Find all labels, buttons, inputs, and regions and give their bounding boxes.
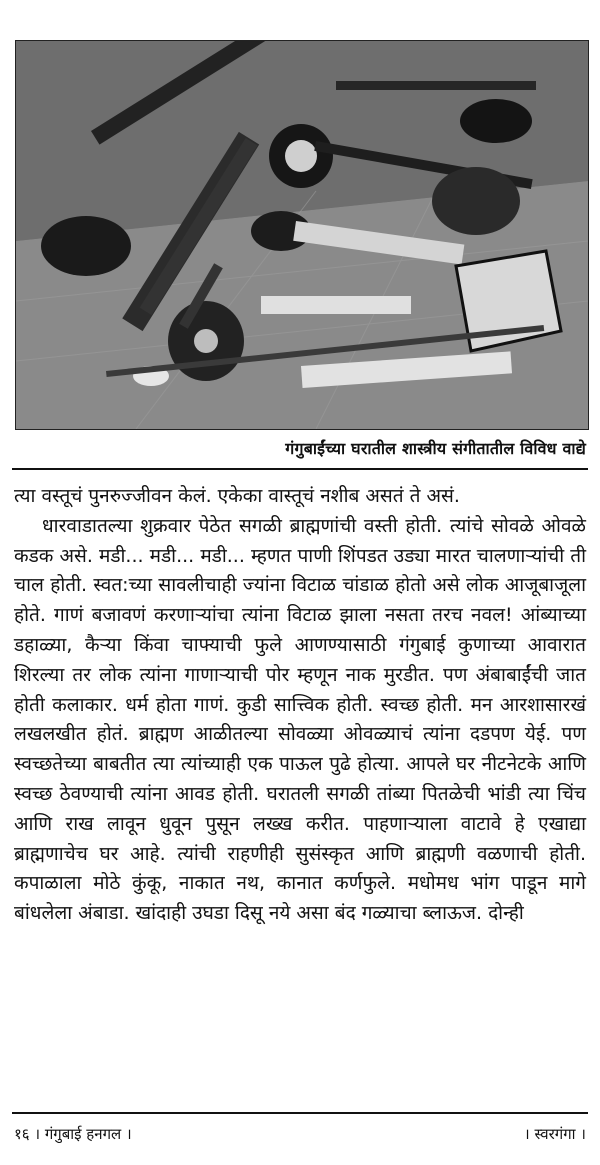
article-body — [14, 482, 586, 929]
paragraph-2: धारवाडातल्या शुक्रवार पेठेत सगळी ब्राह्मणांची वस्ती होती. त्यांचे सोवळे ओवळे कडक असे. मडी... मडी... मडी... म्हणत पाणी शिंपडत उड्या मारत चालणाऱ्यांची ती चाल होती. स्वत:च्या सावलीचाही ज्यांना विटाळ चांडाळ होतो असे लोक आजूबाजूला होते. गाणं बजावणं करणाऱ्यांचा त्यांना विटाळ झाला नसता तरच नवल! आंब्याच्या डहाळ्या, कैऱ्या किंवा चाफ्याची फुले आणण्यासाठी गंगुबाई कुणाच्या आवारात शिरल्या तर लोक त्यांना गाणाऱ्याची पोर म्हणून नाक मुरडीत. पण अंबाबाईंची जात होती कलाकार. धर्म होता गाणं. कुडी सात्त्विक होती. स्वच्छ होती. मन आरशासारखं लखलखीत होतं. ब्राह्मण आळीतल्या सोवळ्या ओवळ्याचं त्यांना दडपण येई. पण स्वच्छतेच्या बाबतीत त्या त्यांच्याही एक पाऊल पुढे होत्या. आपले घर नीटनेटके आणि स्वच्छ ठेवण्याची त्यांना आवड होती. घरातली सगळी तांब्या पितळेची भांडी त्या चिंच आणि राख लावून धुवून पुसून लख्ख करीत. पाहणाऱ्याला वाटावे हे एखाद्या ब्राह्मणाचेच घर आहे. त्यांची राहणीही सुसंस्कृत आणि ब्राह्मणी वळणाची होती. कपाळाला मोठे कुंकू, नाकात नथ, कानात कर्णफुले. मधोमध भांग पाडून मागे बांधलेला अंबाडा. खांदाही उघडा दिसू नये असा बंद गळ्याचा ब्लाऊज. दोन्ही — [14, 514, 586, 925]
footer-left: १६ । गंगुबाई हनगल । — [14, 1125, 132, 1143]
photo-caption: गंगुबाईंच्या घरातील शास्त्रीय संगीतातील विविध वाद्ये — [285, 439, 586, 458]
caption-divider — [12, 468, 588, 470]
page-footer — [14, 1124, 586, 1144]
instruments-photo — [15, 40, 589, 430]
footer-divider — [12, 1112, 588, 1114]
footer-right: । स्वरगंगा । — [524, 1125, 586, 1143]
paragraph-1: त्या वस्तूचं पुनरुज्जीवन केलं. एकेका वास्तूचं नशीब असतं ते असं. — [14, 485, 460, 507]
